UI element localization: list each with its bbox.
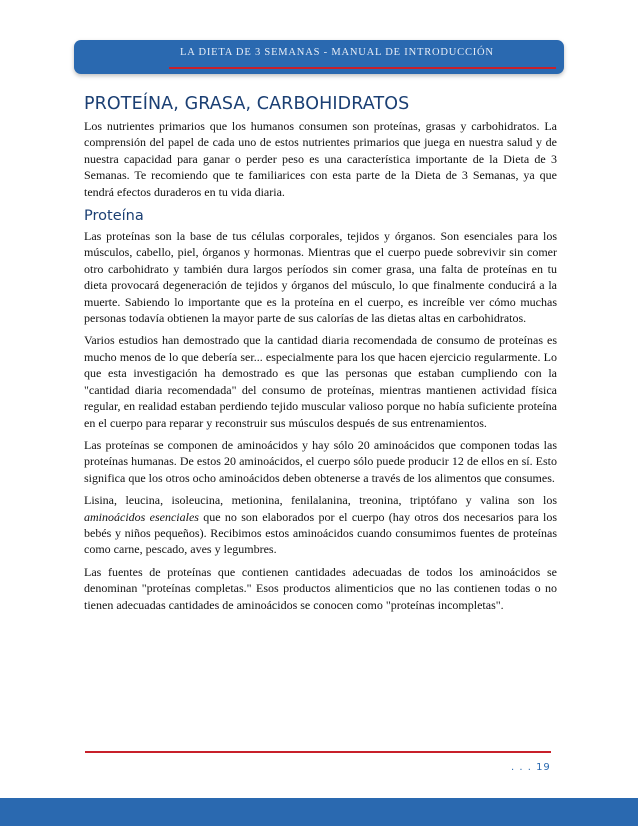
paragraph-3: Las proteínas se componen de aminoácidos y hay sólo 20 aminoácidos que componen todas las proteínas humanas. De estos 20 aminoácidos, el cuerpo sólo puede producir 12 de ellos en sí. Esto significa que los otros ocho aminoácidos deben obtenerse a través de los alimentos que consumes. bbox=[84, 437, 557, 485]
essential-amino-acids-term: aminoácidos esenciales bbox=[84, 509, 199, 524]
subsection-title: Proteína bbox=[84, 208, 144, 225]
page-header bbox=[74, 40, 564, 74]
paragraph-4 bbox=[84, 492, 557, 558]
page-number: . . . 19 bbox=[511, 762, 551, 773]
intro-paragraph: Los nutrientes primarios que los humanos consumen son proteínas, grasas y carbohidratos. La comprensión del papel de cada uno de estos nutrientes primarios que juega en nuestra salud y de nuestra capacidad para ganar o perder peso es una característica importante de la Dieta de 3 Semanas. Te recomiendo que te familiarices con esta parte de la Dieta de 3 Semanas, ya que tendrá efectos duraderos en tu vida diaria. bbox=[84, 119, 557, 199]
section-title: PROTEÍNA, GRASA, CARBOHIDRATOS bbox=[84, 94, 410, 114]
paragraph-4-end: que no son elaborados por el cuerpo (hay otros dos necesarios para los bebés y niños pequeños). Recibimos estos aminoácidos cuando consumimos fuentes de proteínas como carne, pescado, aves y legumbres. bbox=[84, 509, 557, 557]
header-divider bbox=[169, 67, 556, 69]
footer-divider bbox=[85, 751, 551, 753]
bottom-bar bbox=[0, 798, 638, 826]
paragraph-5: Las fuentes de proteínas que contienen cantidades adecuadas de todos los aminoácidos se denominan "proteínas completas." Esos productos alimenticios que no las contienen todas o no tienen adecuadas cantidades de aminoácidos se conocen como "proteínas incompletas". bbox=[84, 564, 557, 612]
paragraph-4-start: Lisina, leucina, isoleucina, metionina, fenilalanina, treonina, triptófano y valina son los bbox=[84, 493, 557, 508]
paragraph-2: Varios estudios han demostrado que la cantidad diaria recomendada de consumo de proteínas es mucho menos de lo que debería ser... especialmente para los que hacen ejercicio regularmente. Lo que esta investigación ha demostrado es que las personas que estaban cumpliendo con la "cantidad diaria recomendada" del consumo de proteínas, mientras mantienen actividad física regular, en realidad estaban perdiendo tejido muscular valioso porque no había suficiente proteína en el cuerpo para reparar y reconstruir sus músculos después de sus entrenamientos. bbox=[84, 333, 557, 430]
page-content bbox=[84, 93, 557, 619]
header-title: LA DIETA DE 3 SEMANAS - MANUAL DE INTRODUCCIÓN bbox=[180, 47, 494, 58]
paragraph-1: Las proteínas son la base de tus células corporales, tejidos y órganos. Son esenciales para los músculos, cabello, piel, órganos y hormonas. Mientras que el cuerpo puede sobrevivir sin comer otro carbohidrato y también dura largos períodos sin comer grasa, una falta de proteínas en tu dieta provocará degeneración de tejidos y órganos del músculo, lo que finalmente conducirá a la muerte. Sabiendo lo importante que es la proteína en el cuerpo, es increíble ver cómo muchas personas todavía obtienen la mayor parte de sus calorías de las dietas altas en carbohidratos. bbox=[84, 229, 557, 326]
